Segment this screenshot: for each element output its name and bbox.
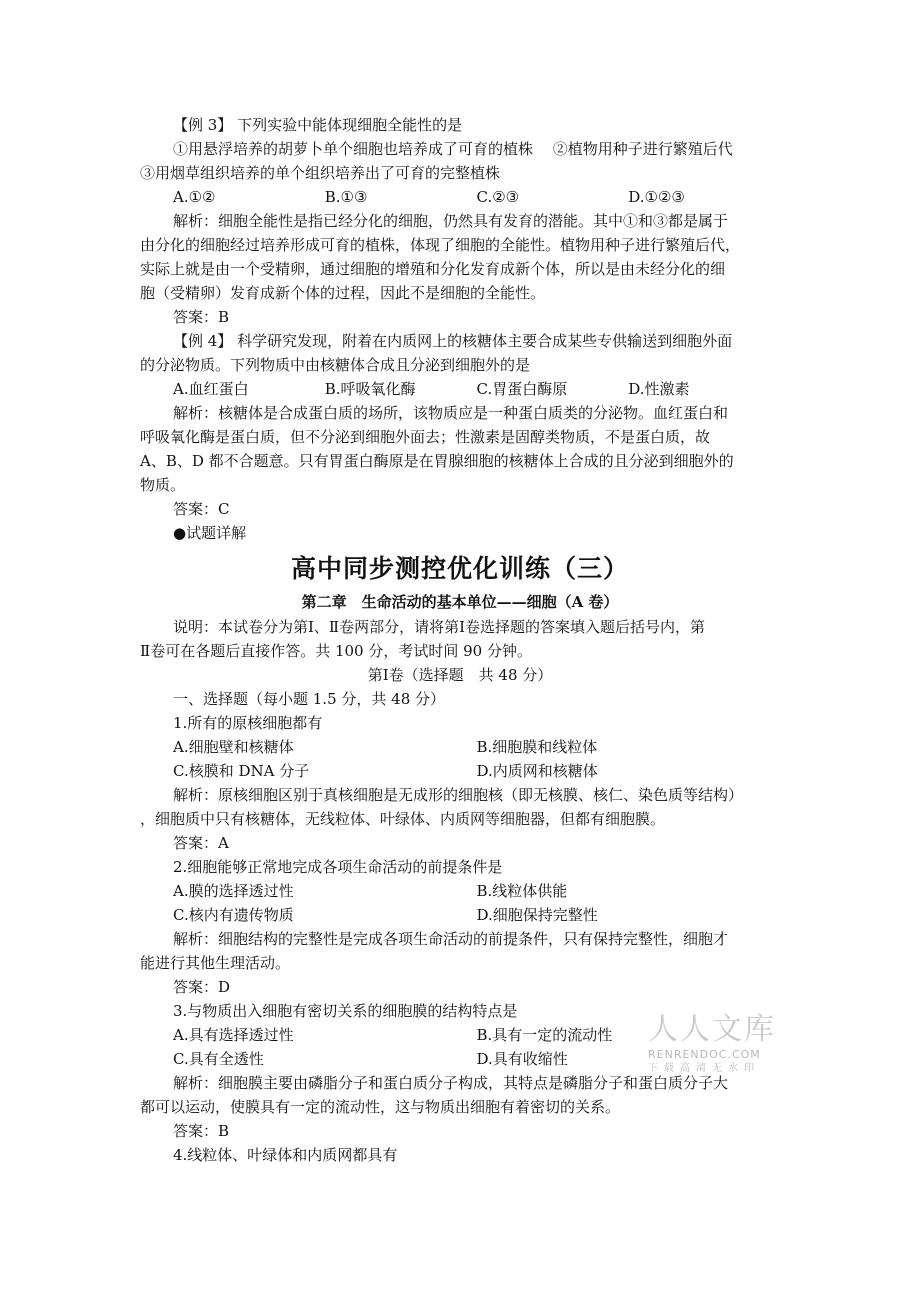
option-b: B.线粒体供能 bbox=[476, 882, 568, 900]
example4-analysis-line: 物质。 bbox=[140, 476, 186, 494]
question-analysis-line: 解析：原核细胞区别于真核细胞是无成形的细胞核（即无核膜、核仁、染色质等结构） bbox=[173, 786, 744, 804]
option-d: D.内质网和核糖体 bbox=[476, 762, 598, 780]
question-stem: 3.与物质出入细胞有密切关系的细胞膜的结构特点是 bbox=[173, 1002, 518, 1020]
example3-analysis-line: 实际上就是由一个受精卵，通过细胞的增殖和分化发育成新个体，所以是由未经分化的细 bbox=[140, 260, 726, 278]
question-options-row bbox=[140, 735, 780, 759]
option-a: A.①② bbox=[173, 188, 216, 206]
question-analysis-line: 能进行其他生理活动。 bbox=[140, 954, 291, 972]
question-options-row bbox=[140, 879, 780, 903]
example4-options bbox=[140, 377, 780, 401]
exam-subtitle: 第二章 生命活动的基本单位——细胞（A 卷） bbox=[301, 593, 619, 611]
option-a: A.细胞壁和核糖体 bbox=[173, 738, 294, 756]
exam-title: 高中同步测控优化训练（三） bbox=[290, 554, 629, 583]
question-stem: 4.线粒体、叶绿体和内质网都具有 bbox=[173, 1146, 398, 1164]
example3-analysis-line: 由分化的细胞经过培养形成可育的植株，体现了细胞的全能性。植物用种子进行繁殖后代， bbox=[140, 236, 741, 254]
watermark-tagline: 下载高清无水印 bbox=[648, 1063, 760, 1074]
option-d: D.细胞保持完整性 bbox=[476, 906, 598, 924]
option-c: C.②③ bbox=[476, 188, 520, 206]
watermark-brand: 人人文库 bbox=[648, 1012, 776, 1047]
example3-title: 【例 3】 下列实验中能体现细胞全能性的是 bbox=[173, 116, 463, 134]
question-analysis-line: 解析：细胞结构的完整性是完成各项生命活动的前提条件，只有保持完整性，细胞才 bbox=[173, 930, 729, 948]
watermark bbox=[648, 1012, 778, 1076]
question-answer: 答案：A bbox=[173, 834, 229, 852]
question-options-row bbox=[140, 903, 780, 927]
option-b: B.细胞膜和线粒体 bbox=[476, 738, 598, 756]
example3-options bbox=[140, 185, 780, 209]
section-label: ●试题详解 bbox=[173, 524, 247, 542]
exam-part-heading: 第Ⅰ卷（选择题 共 48 分） bbox=[367, 666, 553, 684]
example3-analysis-line: 解析：细胞全能性是指已经分化的细胞，仍然具有发育的潜能。其中①和③都是属于 bbox=[173, 212, 729, 230]
exam-instructions-line: Ⅱ卷可在各题后直接作答。共 100 分，考试时间 90 分钟。 bbox=[140, 642, 532, 660]
example3-answer: 答案：B bbox=[173, 308, 230, 326]
example3-statement-1: ①用悬浮培养的胡萝卜单个细胞也培养成了可育的植株 ②植物用种子进行繁殖后代 bbox=[173, 140, 733, 158]
example3-statement-2: ③用烟草组织培养的单个组织培养出了可育的完整植株 bbox=[140, 164, 501, 182]
question-options-row bbox=[140, 759, 780, 783]
option-a: A.膜的选择透过性 bbox=[173, 882, 294, 900]
question-answer: 答案：D bbox=[173, 978, 231, 996]
option-c: C.核膜和 DNA 分子 bbox=[173, 762, 310, 780]
option-d: D.性激素 bbox=[628, 380, 690, 398]
example4-answer: 答案：C bbox=[173, 500, 230, 518]
option-c: C.胃蛋白酶原 bbox=[476, 380, 568, 398]
question-analysis-line: 解析：细胞膜主要由磷脂分子和蛋白质分子构成，其特点是磷脂分子和蛋白质分子大 bbox=[173, 1074, 729, 1092]
example4-title: 【例 4】 科学研究发现，附着在内质网上的核糖体主要合成某些专供输送到细胞外面 bbox=[173, 332, 733, 350]
option-d: D.具有收缩性 bbox=[476, 1050, 568, 1068]
watermark-url: RENRENDOC.COM bbox=[648, 1048, 761, 1061]
option-b: B.①③ bbox=[324, 188, 368, 206]
document-body bbox=[140, 113, 780, 1167]
example4-analysis-line: 解析：核糖体是合成蛋白质的场所，该物质应是一种蛋白质类的分泌物。血红蛋白和 bbox=[173, 404, 729, 422]
question-analysis-line: ，细胞质中只有核糖体，无线粒体、叶绿体、内质网等细胞器，但都有细胞膜。 bbox=[140, 810, 666, 828]
option-b: B.呼吸氧化酶 bbox=[324, 380, 416, 398]
option-a: A.具有选择透过性 bbox=[173, 1026, 294, 1044]
example4-title-cont: 的分泌物质。下列物质中由核糖体合成且分泌到细胞外的是 bbox=[140, 356, 531, 374]
option-c: C.具有全透性 bbox=[173, 1050, 264, 1068]
example4-analysis-line: 呼吸氧化酶是蛋白质，但不分泌到细胞外面去；性激素是固醇类物质，不是蛋白质，故 bbox=[140, 428, 711, 446]
option-d: D.①②③ bbox=[628, 188, 685, 206]
question-answer: 答案：B bbox=[173, 1122, 230, 1140]
exam-instructions-line: 说明：本试卷分为第Ⅰ、Ⅱ卷两部分，请将第Ⅰ卷选择题的答案填入题后括号内，第 bbox=[173, 618, 706, 636]
question-analysis-line: 都可以运动，使膜具有一定的流动性，这与物质出细胞有着密切的关系。 bbox=[140, 1098, 621, 1116]
exam-section-heading: 一、选择题（每小题 1.5 分，共 48 分） bbox=[173, 690, 446, 708]
option-a: A.血红蛋白 bbox=[173, 380, 249, 398]
question-stem: 2.细胞能够正常地完成各项生命活动的前提条件是 bbox=[173, 858, 503, 876]
question-stem: 1.所有的原核细胞都有 bbox=[173, 714, 323, 732]
option-b: B.具有一定的流动性 bbox=[476, 1026, 613, 1044]
example3-analysis-line: 胞（受精卵）发育成新个体的过程，因此不是细胞的全能性。 bbox=[140, 284, 546, 302]
option-c: C.核内有遗传物质 bbox=[173, 906, 294, 924]
example4-analysis-line: A、B、D 都不合题意。只有胃蛋白酶原是在胃腺细胞的核糖体上合成的且分泌到细胞外的 bbox=[140, 452, 734, 470]
